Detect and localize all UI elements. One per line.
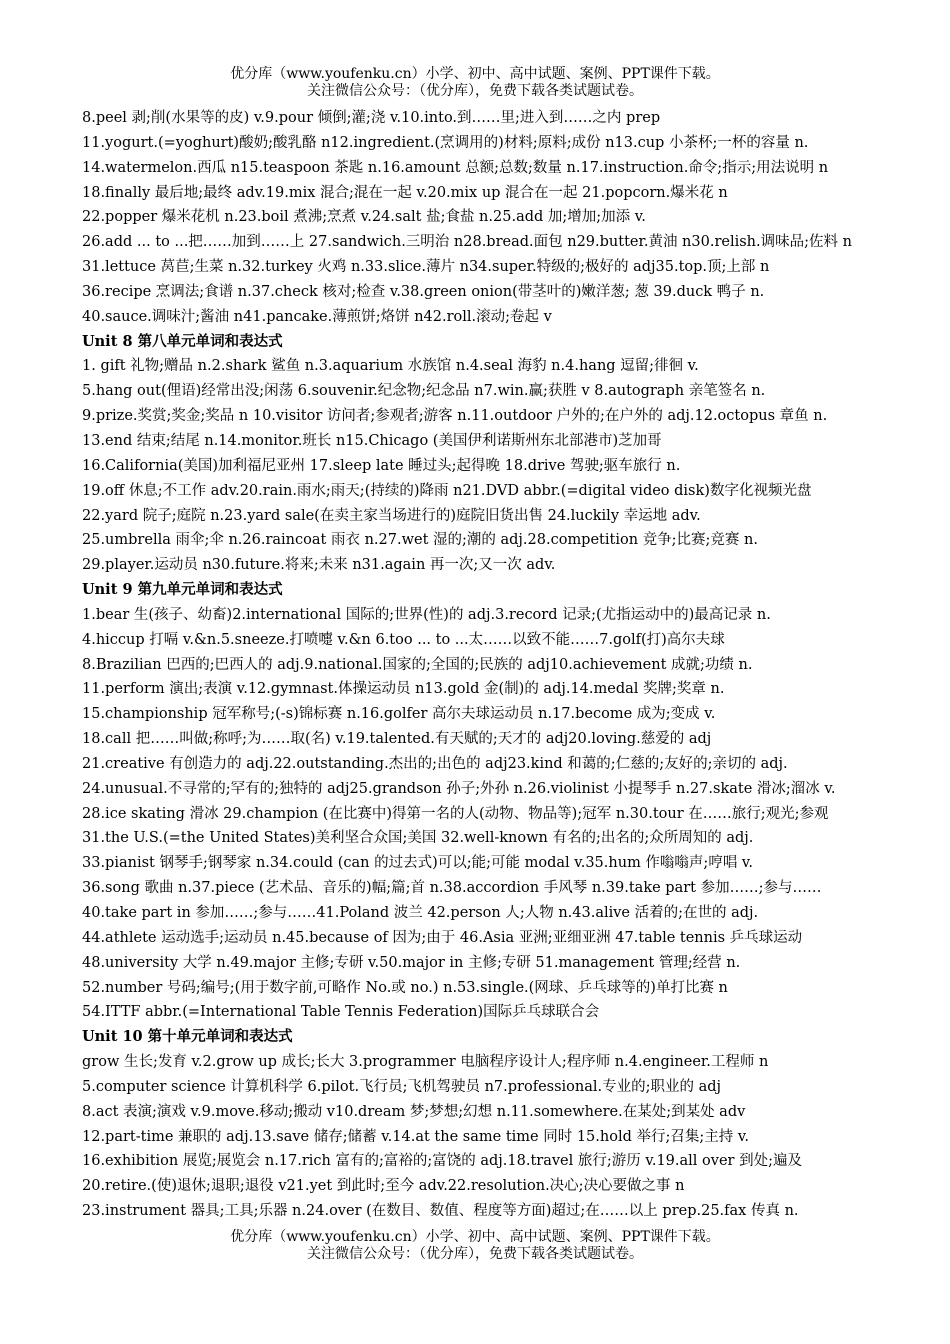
vocab-line: 16.California(美国)加利福尼亚州 17.sleep late 睡过头;起得晚 18.drive 驾驶;驱车旅行 n. bbox=[82, 457, 681, 474]
unit-heading: Unit 9 第九单元单词和表达式 bbox=[82, 581, 283, 599]
vocab-line: 18.finally 最后地;最终 adv.19.mix 混合;混在一起 v.20.mix up 混合在一起 21.popcorn.爆米花 n bbox=[82, 184, 728, 201]
vocab-line: 16.exhibition 展览;展览会 n.17.rich 富有的;富裕的;富饶的 adj.18.travel 旅行;游历 v.19.all over 到处;遍及 bbox=[82, 1153, 802, 1170]
vocab-line: 4.hiccup 打嗝 v.&n.5.sneeze.打喷嚏 v.&n 6.too ... to ...太……以致不能……7.golf(打)高尔夫球 bbox=[82, 631, 725, 648]
vocab-line: 15.championship 冠军称号;(-s)锦标赛 n.16.golfer 高尔夫球运动员 n.17.become 成为;变成 v. bbox=[82, 706, 716, 723]
vocab-line: 1. gift 礼物;赠品 n.2.shark 鲨鱼 n.3.aquarium 水族馆 n.4.seal 海豹 n.4.hang 逗留;徘徊 v. bbox=[82, 358, 699, 375]
vocab-line: 5.computer science 计算机科学 6.pilot.飞行员;飞机驾驶员 n7.professional.专业的;职业的 adj bbox=[82, 1078, 722, 1095]
vocab-line: 29.player.运动员 n30.future.将来;未来 n31.again 再一次;又一次 adv. bbox=[82, 557, 556, 574]
vocabulary-list bbox=[82, 106, 882, 1224]
vocab-line: 52.number 号码;编号;(用于数字前,可略作 No.或 no.) n.53.single.(网球、乒乓球等的)单打比赛 n bbox=[82, 979, 728, 996]
vocab-line: 26.add ... to ...把……加到……上 27.sandwich.三明治 n28.bread.面包 n29.butter.黄油 n30.relish.调味品;佐料 n bbox=[82, 234, 852, 251]
vocab-line: 25.umbrella 雨伞;伞 n.26.raincoat 雨衣 n.27.wet 湿的;潮的 adj.28.competition 竞争;比赛;竞赛 n. bbox=[82, 532, 758, 549]
vocab-line: 9.prize.奖赏;奖金;奖品 n 10.visitor 访问者;参观者;游客 n.11.outdoor 户外的;在户外的 adj.12.octopus 章鱼 n. bbox=[82, 408, 828, 425]
vocab-line: 48.university 大学 n.49.major 主修;专研 v.50.major in 主修;专研 51.management 管理;经营 n. bbox=[82, 954, 741, 971]
vocab-line: 18.call 把……叫做;称呼;为……取(名) v.19.talented.有天赋的;天才的 adj20.loving.慈爱的 adj bbox=[82, 731, 712, 748]
vocab-line: 44.athlete 运动选手;运动员 n.45.because of 因为;由于 46.Asia 亚洲;亚细亚洲 47.table tennis 乒乓球运动 bbox=[82, 929, 803, 946]
vocab-line: 19.off 休息;不工作 adv.20.rain.雨水;雨天;(持续的)降雨 n21.DVD abbr.(=digital video disk)数字化视频光盘 bbox=[82, 482, 812, 499]
vocab-line: 40.sauce.调味汁;酱油 n41.pancake.薄煎饼;烙饼 n42.roll.滚动;卷起 v bbox=[82, 308, 552, 325]
vocab-line: 36.song 歌曲 n.37.piece (艺术品、音乐的)幅;篇;首 n.38.accordion 手风琴 n.39.take part 参加……;参与…… bbox=[82, 880, 822, 897]
vocab-line: 20.retire.(使)退休;退职;退役 v21.yet 到此时;至今 adv.22.resolution.决心;决心要做之事 n bbox=[82, 1178, 685, 1195]
vocab-line: 31.the U.S.(=the United States)美利坚合众国;美国 32.well-known 有名的;出名的;众所周知的 adj. bbox=[82, 830, 754, 847]
vocab-line: 11.yogurt.(=yoghurt)酸奶;酸乳酪 n12.ingredient.(烹调用的)材料;原料;成份 n13.cup 小茶杯;一杯的容量 n. bbox=[82, 134, 809, 151]
unit-heading: Unit 8 第八单元单词和表达式 bbox=[82, 332, 283, 350]
page-header bbox=[0, 66, 950, 100]
unit-heading: Unit 10 第十单元单词和表达式 bbox=[82, 1028, 293, 1046]
vocab-line: 22.popper 爆米花机 n.23.boil 煮沸;烹煮 v.24.salt 盐;食盐 n.25.add 加;增加;加添 v. bbox=[82, 209, 646, 226]
vocab-line: 12.part-time 兼职的 adj.13.save 储存;储蓄 v.14.at the same time 同时 15.hold 举行;召集;主持 v. bbox=[82, 1128, 749, 1145]
vocab-line: 40.take part in 参加……;参与……41.Poland 波兰 42.person 人;人物 n.43.alive 活着的;在世的 adj. bbox=[82, 905, 759, 921]
footer-line-1: 优分库（www.youfenku.cn）小学、初中、高中试题、案例、PPT课件下载。 bbox=[230, 1229, 720, 1245]
vocab-line: 31.lettuce 莴苣;生菜 n.32.turkey 火鸡 n.33.slice.薄片 n34.super.特级的;极好的 adj35.top.顶;上部 n bbox=[82, 259, 770, 276]
vocab-line: 13.end 结束;结尾 n.14.monitor.班长 n15.Chicago (美国伊利诺斯州东北部港市)芝加哥 bbox=[82, 432, 662, 449]
vocab-line: 33.pianist 钢琴手;钢琴家 n.34.could (can 的过去式)可以;能;可能 modal v.35.hum 作嗡嗡声;哼唱 v. bbox=[82, 855, 754, 872]
vocab-line: 21.creative 有创造力的 adj.22.outstanding.杰出的;出色的 adj23.kind 和蔼的;仁慈的;友好的;亲切的 adj. bbox=[82, 755, 788, 772]
vocab-line: 14.watermelon.西瓜 n15.teaspoon 茶匙 n.16.amount 总额;总数;数量 n.17.instruction.命令;指示;用法说明 n bbox=[82, 159, 829, 176]
header-line-2: 关注微信公众号：（优分库），免费下载各类试题试卷。 bbox=[307, 83, 643, 99]
vocab-line: 8.peel 剥;削(水果等的皮) v.9.pour 倾倒;灌;浇 v.10.into.到……里;进入到……之内 prep bbox=[82, 110, 661, 126]
vocab-line: 8.Brazilian 巴西的;巴西人的 adj.9.national.国家的;全国的;民族的 adj10.achievement 成就;功绩 n. bbox=[82, 656, 753, 673]
vocab-line: 22.yard 院子;庭院 n.23.yard sale(在卖主家当场进行的)庭院旧货出售 24.luckily 幸运地 adv. bbox=[82, 507, 701, 524]
vocab-line: 28.ice skating 滑冰 29.champion (在比赛中)得第一名的人(动物、物品等);冠军 n.30.tour 在……旅行;观光;参观 bbox=[82, 805, 829, 822]
vocab-line: 23.instrument 器具;工具;乐器 n.24.over (在数目、数值、程度等方面)超过;在……以上 prep.25.fax 传真 n. bbox=[82, 1203, 799, 1220]
vocab-line: 36.recipe 烹调法;食谱 n.37.check 核对;检查 v.38.green onion(带茎叶的)嫩洋葱; 葱 39.duck 鸭子 n. bbox=[82, 283, 765, 300]
header-line-1: 优分库（www.youfenku.cn）小学、初中、高中试题、案例、PPT课件下载。 bbox=[230, 66, 720, 82]
vocab-line: 24.unusual.不寻常的;罕有的;独特的 adj25.grandson 孙子;外孙 n.26.violinist 小提琴手 n.27.skate 滑冰;溜冰 v. bbox=[82, 780, 836, 797]
page-footer bbox=[0, 1229, 950, 1263]
vocab-line: 11.perform 演出;表演 v.12.gymnast.体操运动员 n13.gold 金(制)的 adj.14.medal 奖牌;奖章 n. bbox=[82, 681, 725, 698]
vocab-line: 54.ITTF abbr.(=International Table Tennis Federation)国际乒乓球联合会 bbox=[82, 1004, 600, 1021]
vocab-line: 1.bear 生(孩子、幼畜)2.international 国际的;世界(性)的 adj.3.record 记录;(尤指运动中的)最高记录 n. bbox=[82, 606, 771, 623]
vocab-line: grow 生长;发育 v.2.grow up 成长;长大 3.programmer 电脑程序设计人;程序师 n.4.engineer.工程师 n bbox=[82, 1054, 769, 1071]
footer-line-2: 关注微信公众号：（优分库），免费下载各类试题试卷。 bbox=[307, 1246, 643, 1262]
vocab-line: 8.act 表演;演戏 v.9.move.移动;搬动 v10.dream 梦;梦想;幻想 n.11.somewhere.在某处;到某处 adv bbox=[82, 1103, 746, 1120]
vocab-line: 5.hang out(俚语)经常出没;闲荡 6.souvenir.纪念物;纪念品 n7.win.赢;获胜 v 8.autograph 亲笔签名 n. bbox=[82, 383, 766, 400]
